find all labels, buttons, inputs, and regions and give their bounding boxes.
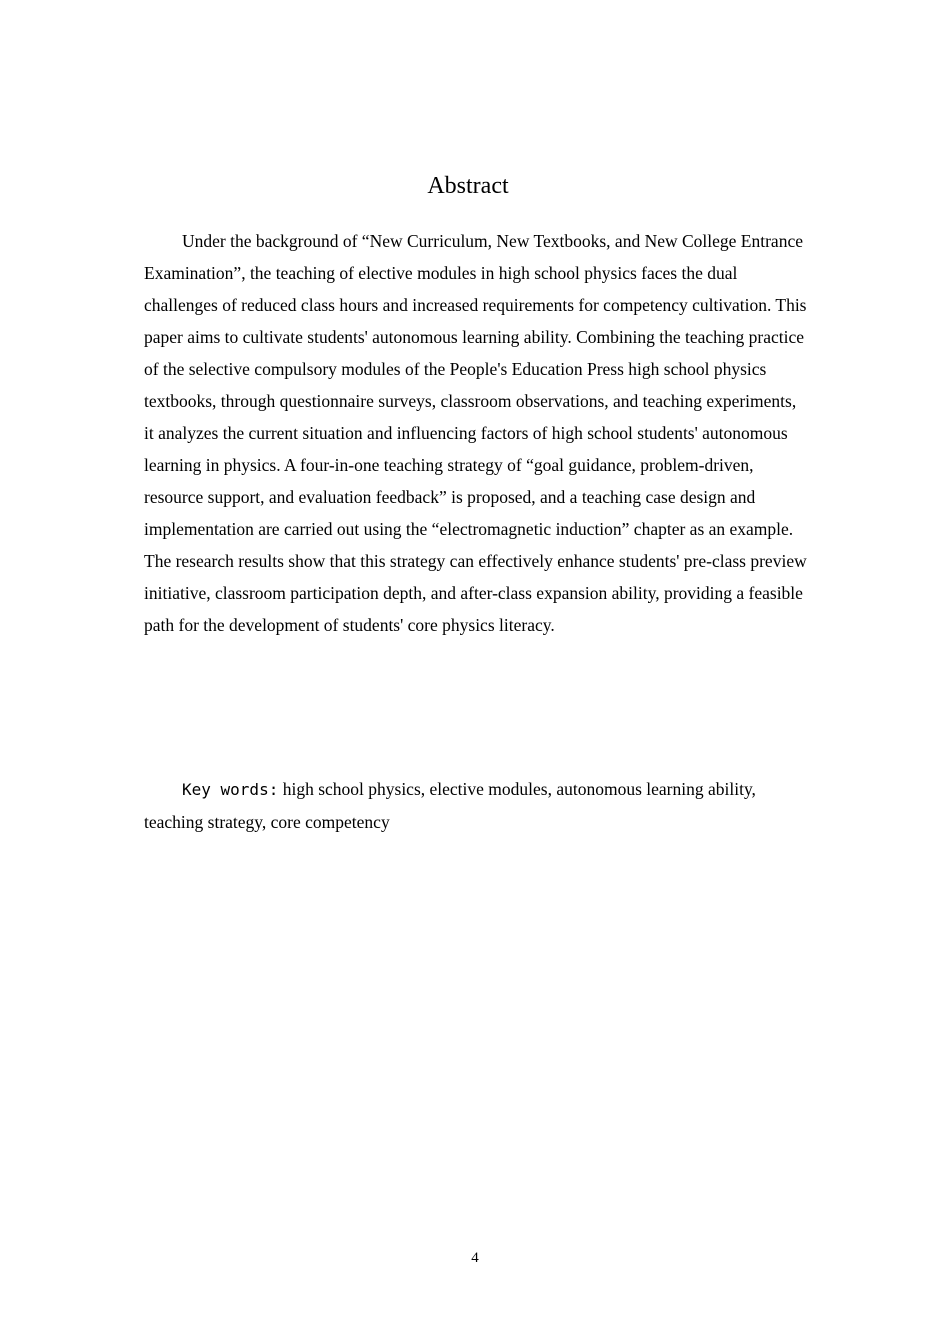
keywords-paragraph	[144, 773, 808, 839]
abstract-paragraph: Under the background of “New Curriculum, New Textbooks, and New College Entrance Examination”, the teaching of elective modules in high school physics faces the dual challenges of reduced class hours and increased requirements for competency cultivation. This paper aims to cultivate students' autonomous learning ability. Combining the teaching practice of the selective compulsory modules of the People's Education Press high school physics textbooks, through questionnaire surveys, classroom observations, and teaching experiments, it analyzes the current situation and influencing factors of high school students' autonomous learning in physics. A four-in-one teaching strategy of “goal guidance, problem-driven, resource support, and evaluation feedback” is proposed, and a teaching case design and implementation are carried out using the “electromagnetic induction” chapter as an example. The research results show that this strategy can effectively enhance students' pre-class preview initiative, classroom participation depth, and after-class expansion ability, providing a feasible path for the development of students' core physics literacy.	[144, 231, 807, 635]
page-number: 4	[471, 1250, 479, 1266]
keywords-label: Key words:	[182, 780, 279, 799]
abstract-title: Abstract	[427, 173, 509, 199]
keywords-list: high school physics, elective modules, autonomous learning ability, teaching strategy, core competency	[144, 779, 756, 832]
